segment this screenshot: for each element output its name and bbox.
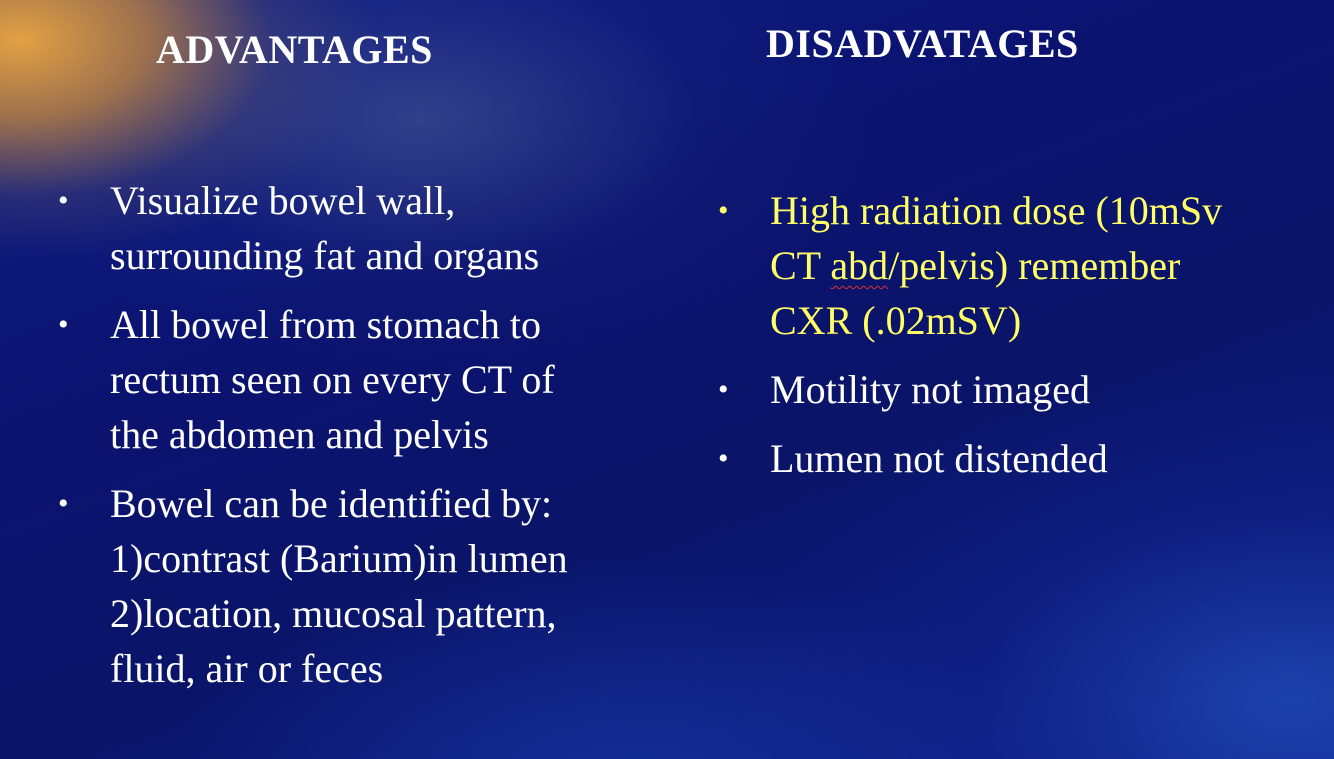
list-item-text: Lumen not distended: [770, 436, 1108, 481]
list-item-text: Visualize bowel wall, surrounding fat and organs: [110, 178, 540, 278]
bullet-icon: •: [58, 308, 69, 341]
list-item-text: Bowel can be identified by: 1)contrast (Barium)in lumen 2)location, mucosal pattern, fluid, air or feces: [110, 481, 568, 691]
list-item: [58, 173, 678, 283]
bullet-icon: •: [58, 184, 69, 217]
list-item: [718, 362, 1328, 417]
disadvantages-list: [718, 183, 1328, 500]
bullet-icon: •: [58, 487, 69, 520]
line-2-suffix: /pelvis) remember: [888, 243, 1181, 288]
list-item: [58, 297, 678, 462]
list-item-text: All bowel from stomach to rectum seen on every CT of the abdomen and pelvis: [110, 302, 555, 457]
list-item-text: [770, 183, 1328, 348]
bullet-icon: •: [718, 442, 729, 475]
line-2-prefix: CT: [770, 243, 831, 288]
line-1: High radiation dose (10mSv: [770, 188, 1223, 233]
list-item: [718, 183, 1328, 348]
list-item: [58, 476, 678, 696]
bullet-icon: •: [718, 373, 729, 406]
list-item-text: Motility not imaged: [770, 367, 1090, 412]
disadvantages-heading: DISADVATAGES: [766, 21, 1079, 66]
line-3: CXR (.02mSV): [770, 298, 1022, 343]
advantages-heading: ADVANTAGES: [156, 27, 433, 72]
bullet-icon: •: [718, 194, 729, 227]
spellcheck-flagged-word: abd: [830, 243, 889, 288]
advantages-list: [58, 173, 678, 710]
list-item: [718, 431, 1328, 486]
